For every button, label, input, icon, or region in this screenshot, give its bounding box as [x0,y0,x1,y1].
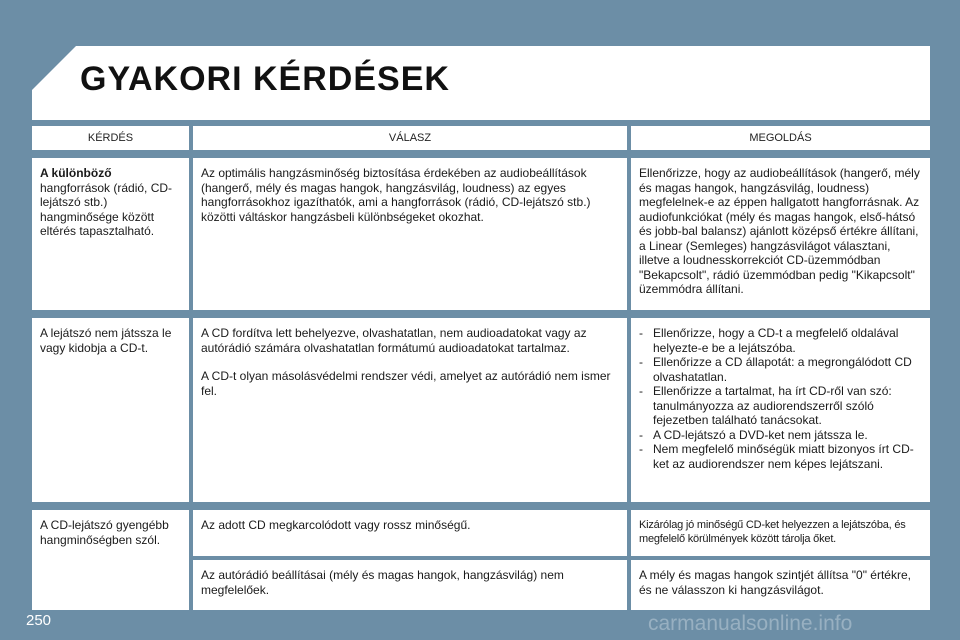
list-item: - Ellenőrizze a tartalmat, ha írt CD-ről van szó: tanulmányozza az audiorendszerről szóló fejezetben található tanácsokat. [639,384,922,428]
row3-question-text: A CD-lejátszó gyengébb hangminőségben szól. [40,518,169,547]
row1-question-cell [32,158,189,310]
row2-answer-p1: A CD fordítva lett behelyezve, olvashatatlan, nem audioadatokat vagy az autórádió számára olvashatatlan formátumú audioadatokat tartalmaz. [201,326,587,355]
header-solution: MEGOLDÁS [631,126,930,150]
row1-question-text: hangforrások (rádió, CD-lejátszó stb.) hangminősége között eltérés tapasztalható. [40,180,173,238]
list-item: - Ellenőrizze a CD állapotát: a megrongálódott CD olvashatatlan. [639,355,922,384]
row3b-solution-text: A mély és magas hangok szintjét állítsa "0" értékre, és ne válasszon ki hangzásvilágot. [639,568,911,597]
row1-answer-text: Az optimális hangzásminőség biztosítása érdekében az audiobeállítások (hangerő, mély és magas hangok, hangzásvilág, loudness) az egyes hangforrásokhoz igazíthatók, ami a hangforrások (rádió, CD-lejátszó stb.) közötti váltáskor hangzásbeli különbségeket okozhat. [201,166,591,224]
watermark: carmanualsonline.info [648,612,853,635]
row1-solution-cell [631,158,930,310]
row3b-answer-text: Az autórádió beállításai (mély és magas hangok, hangzásvilág) nem megfelelőek. [201,568,564,597]
list-item: - A CD-lejátszó a DVD-ket nem játssza le. [639,428,922,443]
row2-answer-p2: A CD-t olyan másolásvédelmi rendszer védi, amelyet az autórádió nem ismer fel. [201,369,611,398]
row2-solution-list [639,326,922,471]
row2-answer-cell [193,318,627,502]
row3a-answer-cell [193,510,627,556]
row2-question-cell [32,318,189,502]
row3-question-cell [32,510,189,610]
page-number: 250 [26,612,52,629]
row2-solution-cell [631,318,930,502]
row3a-answer-text: Az adott CD megkarcolódott vagy rossz minőségű. [201,518,471,532]
row2-question-text: A lejátszó nem játssza le vagy kidobja a CD-t. [40,326,172,355]
row1-answer-cell [193,158,627,310]
header-answer: VÁLASZ [193,126,627,150]
row3a-solution-cell [631,510,930,556]
row3a-solution-text: Kizárólag jó minőségű CD-ket helyezzen a lejátszóba, és megfelelő körülmények között tárolja őket. [639,519,906,545]
row3b-answer-cell [193,560,627,610]
header-question: KÉRDÉS [32,126,189,150]
row1-solution-text: Ellenőrizze, hogy az audiobeállítások (hangerő, mély és magas hangok, hangzásvilág, loudness) megfelelnek-e az éppen hallgatott hangforrásnak. Az audiofunkciókat (mély és magas hangok, első-hátsó és jobb-bal balansz) ajánlott középső értékre állítani, a Linear (Semleges) hangzásvilágot választani, illetve a loudnesskorrekciót CD-üzemmódban "Bekapcsolt", rádió üzemmódban pedig "Kikapcsolt" üzemmódra állítani. [639,166,920,296]
list-item: - Ellenőrizze, hogy a CD-t a megfelelő oldalával helyezte-e be a lejátszóba. [639,326,922,355]
row3b-solution-cell [631,560,930,610]
page-title: GYAKORI KÉRDÉSEK [80,60,450,98]
list-item: - Nem megfelelő minőségük miatt bizonyos írt CD-ket az audiorendszer nem képes lejátszani. [639,442,922,471]
row1-question-bold: A különböző [40,166,112,180]
